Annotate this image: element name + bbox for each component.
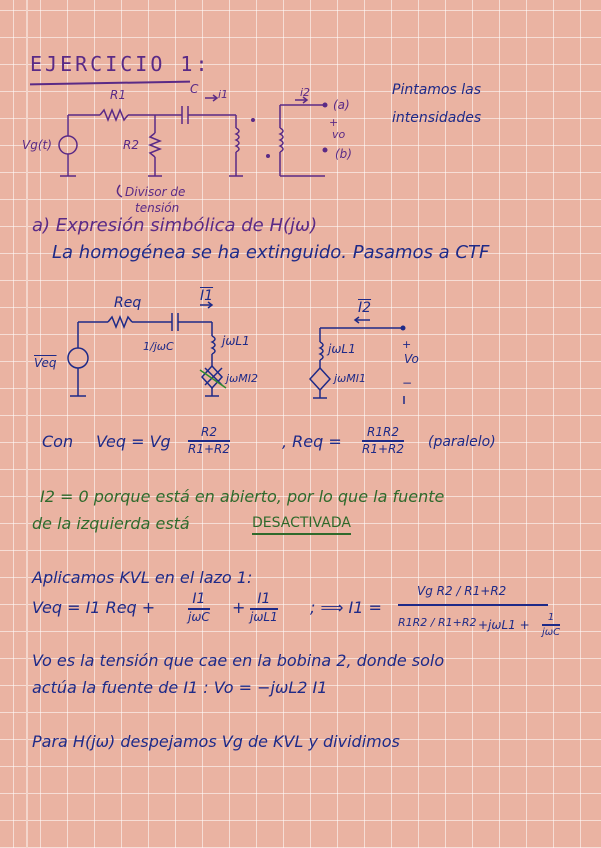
kvl-lhs: Veq = I1 Req + bbox=[32, 598, 156, 617]
kvl-term1-fraction bbox=[188, 592, 210, 624]
vo-explanation-line1: Vo es la tensión que cae en la bobina 2, donde solo bbox=[32, 651, 445, 670]
parallel-fraction bbox=[362, 426, 404, 456]
req-label: Req bbox=[114, 295, 142, 311]
kvl-term1-numerator: I1 bbox=[192, 591, 206, 607]
fraction-bar bbox=[542, 624, 560, 626]
deactivated-line: de la izquierda está bbox=[32, 514, 190, 533]
eq1-lhs: Veq = Vg bbox=[96, 432, 171, 451]
i2-label: i2 bbox=[300, 86, 311, 99]
crossed-dependent-source: jωMI2 bbox=[226, 372, 259, 385]
i1-result-bar bbox=[398, 604, 548, 606]
minus-sign: − bbox=[402, 376, 413, 390]
plus-sign: + bbox=[329, 116, 339, 129]
node-b-label: (b) bbox=[335, 147, 352, 161]
req-denominator: R1+R2 bbox=[362, 441, 404, 456]
intro-note-line1: Pintamos las bbox=[392, 82, 481, 98]
i1-result-inner-fraction bbox=[542, 612, 560, 638]
l1-impedance-right: jωL1 bbox=[328, 342, 356, 356]
kvl-term2-numerator: I1 bbox=[257, 591, 271, 607]
i2-zero-line: I2 = 0 porque está en abierto, por lo que la fuente bbox=[40, 487, 445, 506]
eq1-denominator: R1+R2 bbox=[188, 441, 230, 456]
eq1-numerator: R2 bbox=[201, 425, 217, 439]
divider-note-line2: tensión bbox=[135, 201, 180, 215]
kvl-implies: ; ⟹ I1 = bbox=[310, 598, 382, 617]
i1-label: i1 bbox=[218, 88, 229, 101]
eq1-prefix: Con bbox=[42, 432, 74, 451]
source-label: Vg(t) bbox=[22, 138, 52, 152]
kvl-plus: + bbox=[232, 598, 246, 617]
kvl-term1-denominator: jωC bbox=[188, 609, 210, 624]
capacitor-impedance: 1/jωC bbox=[143, 340, 174, 353]
section-a-heading: a) Expresión simbólica de H(jω) bbox=[32, 215, 318, 236]
req-numerator: R1R2 bbox=[367, 425, 399, 439]
voltage-divider-fraction bbox=[188, 426, 230, 456]
kvl-term2-fraction bbox=[250, 592, 278, 624]
req-lhs: , Req = bbox=[282, 432, 342, 451]
r1-label: R1 bbox=[110, 88, 126, 102]
inner-denominator: jωC bbox=[542, 626, 561, 638]
page-title: EJERCICIO 1: bbox=[30, 52, 211, 76]
veq-source-symbol bbox=[68, 348, 88, 368]
divider-note-line1: Divisor de bbox=[125, 185, 186, 199]
vo-label-2: Vo bbox=[404, 352, 419, 366]
final-instruction-line: Para H(jω) despejamos Vg de KVL y dividimos bbox=[32, 732, 400, 751]
node-a-label: (a) bbox=[333, 98, 350, 112]
i1-result-denominator-parallel: R1R2 / R1+R2 bbox=[398, 616, 477, 629]
plus-sign-2: + bbox=[402, 338, 412, 351]
r2-label: R2 bbox=[123, 138, 139, 152]
deactivated-highlight: DESACTIVADA bbox=[252, 515, 351, 535]
dependent-source-label: jωMI1 bbox=[334, 372, 367, 385]
i1-result-denominator-terms: +jωL1 + bbox=[478, 618, 530, 632]
homogeneous-line: La homogénea se ha extinguido. Pasamos a CTF bbox=[52, 242, 490, 263]
veq-label: $\overline{Veq}$ bbox=[34, 356, 57, 370]
kvl-intro: Aplicamos KVL en el lazo 1: bbox=[32, 568, 253, 587]
i1-phasor-label: I1 bbox=[200, 288, 214, 304]
capacitor-label: C bbox=[190, 82, 199, 96]
i2-phasor-label: I2 bbox=[358, 300, 372, 316]
vo-label: vo bbox=[332, 128, 346, 141]
intro-note-line2: intensidades bbox=[392, 110, 482, 126]
i1-result-numerator: Vg R2 / R1+R2 bbox=[417, 584, 507, 598]
l1-impedance: jωL1 bbox=[222, 334, 250, 348]
inner-numerator: 1 bbox=[547, 612, 555, 623]
vo-explanation-line2: actúa la fuente de I1 : Vo = −jωL2 I1 bbox=[32, 678, 328, 697]
parallel-note: (paralelo) bbox=[428, 434, 496, 450]
kvl-term2-denominator: jωL1 bbox=[250, 609, 278, 624]
